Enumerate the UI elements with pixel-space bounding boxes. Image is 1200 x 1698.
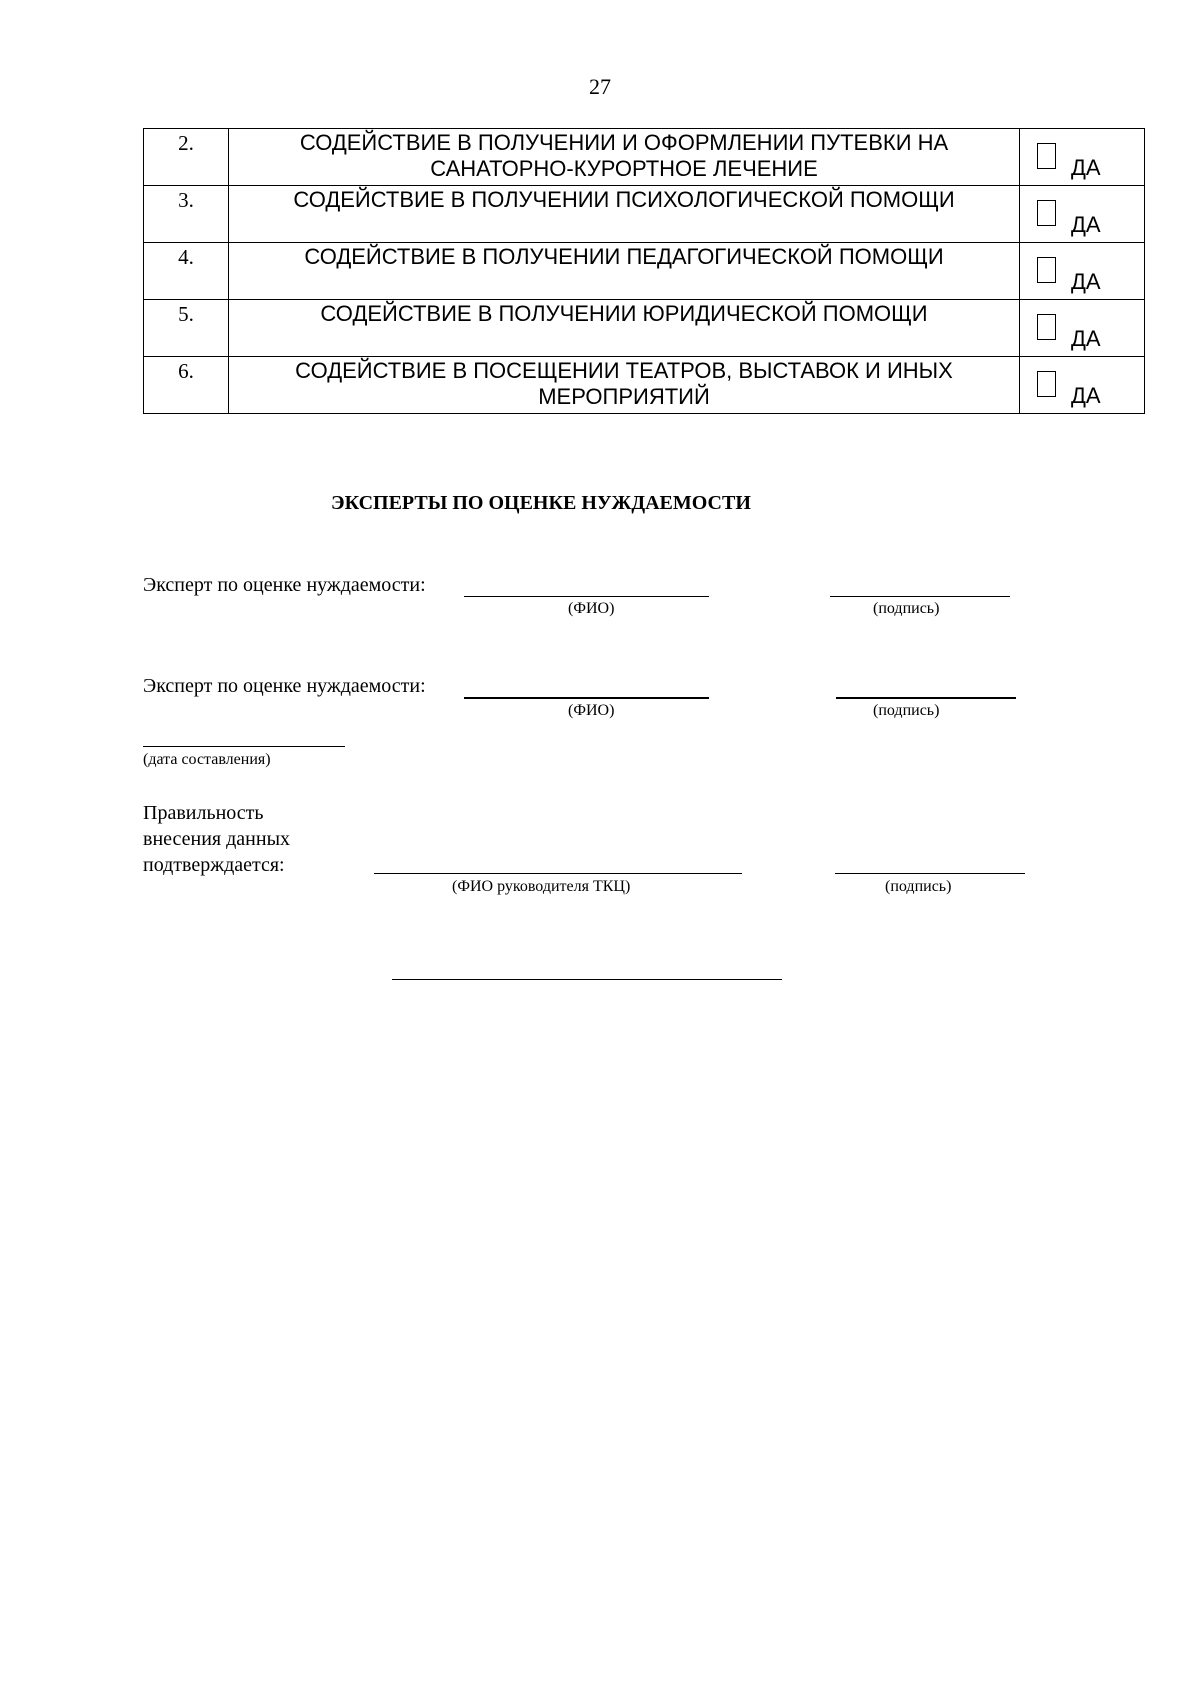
yes-label: ДА [1071, 383, 1101, 408]
service-name: СОДЕЙСТВИЕ В ПОЛУЧЕНИИ И ОФОРМЛЕНИИ ПУТЕВКИ НА САНАТОРНО-КУРОРТНОЕ ЛЕЧЕНИЕ [229, 129, 1020, 186]
date-line[interactable] [143, 746, 345, 747]
answer-cell [1020, 186, 1145, 243]
service-name: СОДЕЙСТВИЕ В ПОЛУЧЕНИИ ПСИХОЛОГИЧЕСКОЙ ПОМОЩИ [229, 186, 1020, 243]
answer-cell [1020, 300, 1145, 357]
expert1-signature-caption: (подпись) [873, 600, 940, 617]
expert1-label: Эксперт по оценке нуждаемости: [143, 574, 426, 596]
yes-label: ДА [1071, 326, 1101, 351]
checkbox[interactable] [1037, 200, 1056, 226]
table-row [144, 357, 1145, 414]
answer-cell [1020, 129, 1145, 186]
confirm-text-line2: внесения данных [143, 828, 291, 850]
table-row [144, 300, 1145, 357]
expert2-name-caption: (ФИО) [568, 702, 615, 719]
expert2-name-line[interactable] [464, 697, 709, 699]
manager-name-line[interactable] [374, 873, 742, 874]
service-name: СОДЕЙСТВИЕ В ПОЛУЧЕНИИ ЮРИДИЧЕСКОЙ ПОМОЩИ [229, 300, 1020, 357]
yes-label: ДА [1071, 155, 1101, 180]
row-number: 4. [144, 243, 229, 300]
manager-signature-line[interactable] [835, 873, 1025, 874]
row-number: 6. [144, 357, 229, 414]
checkbox[interactable] [1037, 314, 1056, 340]
table-row [144, 243, 1145, 300]
service-name: СОДЕЙСТВИЕ В ПОСЕЩЕНИИ ТЕАТРОВ, ВЫСТАВОК И ИНЫХ МЕРОПРИЯТИЙ [229, 357, 1020, 414]
yes-label: ДА [1071, 212, 1101, 237]
row-number: 2. [144, 129, 229, 186]
table-row [144, 129, 1145, 186]
confirm-text-line3: подтверждается: [143, 854, 285, 876]
closing-separator [392, 979, 782, 980]
date-caption: (дата составления) [143, 751, 271, 768]
row-number: 5. [144, 300, 229, 357]
answer-cell [1020, 357, 1145, 414]
yes-label: ДА [1071, 269, 1101, 294]
expert1-name-line[interactable] [464, 596, 709, 597]
service-name: СОДЕЙСТВИЕ В ПОЛУЧЕНИИ ПЕДАГОГИЧЕСКОЙ ПОМОЩИ [229, 243, 1020, 300]
expert1-name-caption: (ФИО) [568, 600, 615, 617]
row-number: 3. [144, 186, 229, 243]
table-row [144, 186, 1145, 243]
expert2-signature-caption: (подпись) [873, 702, 940, 719]
checkbox[interactable] [1037, 143, 1056, 169]
experts-heading: ЭКСПЕРТЫ ПО ОЦЕНКЕ НУЖДАЕМОСТИ [331, 492, 751, 514]
page-number: 27 [589, 74, 611, 99]
manager-signature-caption: (подпись) [885, 878, 952, 895]
expert2-label: Эксперт по оценке нуждаемости: [143, 675, 426, 697]
checkbox[interactable] [1037, 371, 1056, 397]
services-table [143, 128, 1145, 414]
checkbox[interactable] [1037, 257, 1056, 283]
manager-name-caption: (ФИО руководителя ТКЦ) [452, 878, 631, 895]
confirm-text-line1: Правильность [143, 802, 264, 824]
expert2-signature-line[interactable] [836, 697, 1016, 699]
answer-cell [1020, 243, 1145, 300]
expert1-signature-line[interactable] [830, 596, 1010, 597]
